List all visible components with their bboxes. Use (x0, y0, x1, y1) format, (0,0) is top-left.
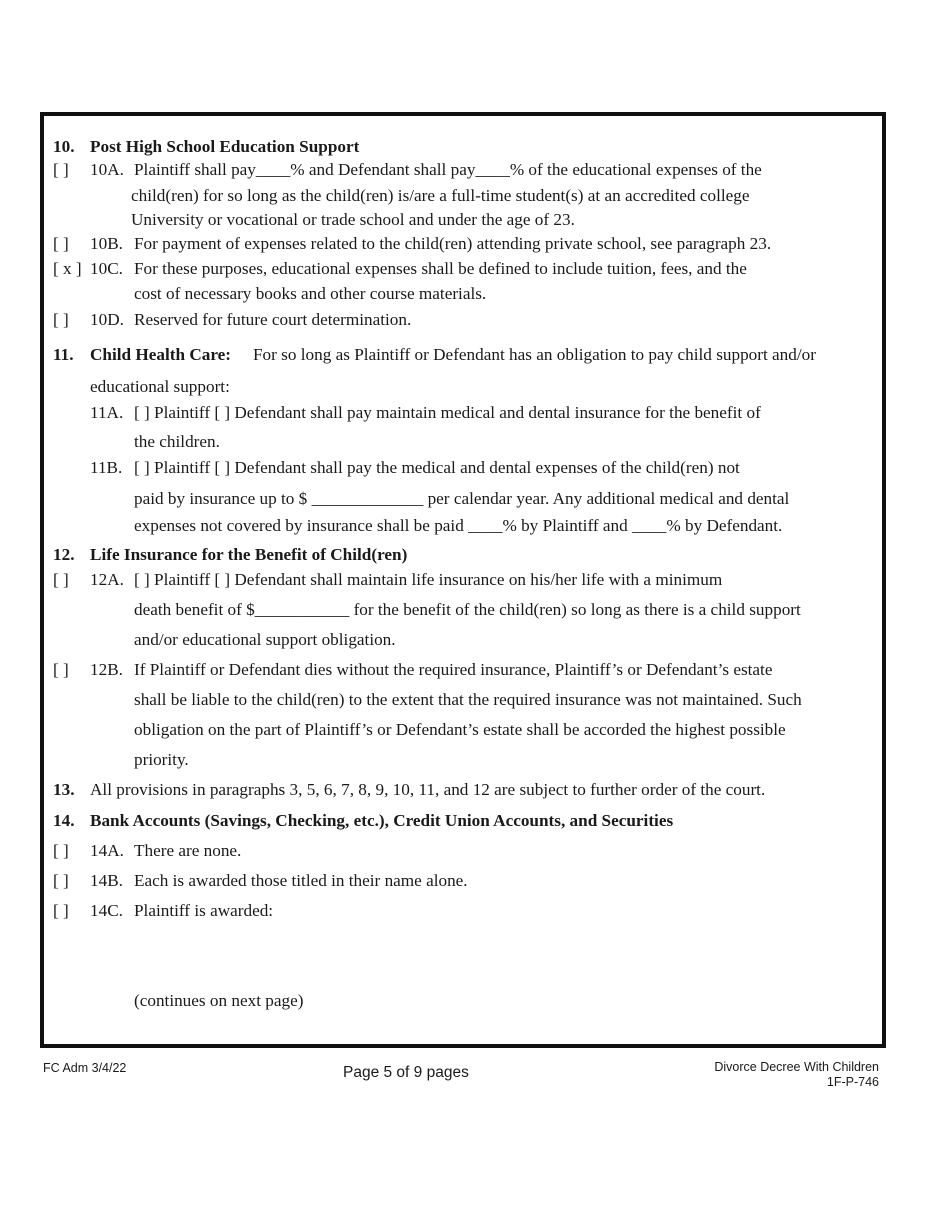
footer-form-id: FC Adm 3/4/22 (43, 1061, 127, 1075)
item-10a-text: child(ren) for so long as the child(ren) is/are a full-time student(s) at an accredited college (131, 186, 750, 205)
item-11b-text: expenses not covered by insurance shall be paid ____% by Plaintiff and ____% by Defendant. (134, 516, 783, 535)
item-10a-text: Plaintiff shall pay____% and Defendant shall pay____% of the educational expenses of the (134, 160, 762, 179)
checkbox-10c[interactable]: [ x ] (53, 259, 82, 278)
checkbox-10a[interactable]: [ ] (53, 160, 69, 179)
section-12-title: Life Insurance for the Benefit of Child(ren) (90, 545, 408, 564)
item-10b-text: For payment of expenses related to the child(ren) attending private school, see paragraph 23. (134, 234, 772, 253)
checkbox-12b[interactable]: [ ] (53, 660, 69, 679)
item-11b-label: 11B. (90, 458, 123, 477)
section-11-number: 11. (53, 345, 74, 364)
section-11-title: Child Health Care: (90, 345, 231, 364)
item-14c-label: 14C. (90, 901, 123, 920)
checkbox-14a[interactable]: [ ] (53, 841, 69, 860)
item-12b-text: obligation on the part of Plaintiff’s or Defendant’s estate shall be accorded the highest possible (134, 720, 786, 739)
item-11b-text: paid by insurance up to $ _____________ per calendar year. Any additional medical and dental (134, 489, 790, 508)
checkbox-12a[interactable]: [ ] (53, 570, 69, 589)
item-12b-text: If Plaintiff or Defendant dies without the required insurance, Plaintiff’s or Defendant’s estate (134, 660, 773, 679)
footer-page-number: Page 5 of 9 pages (343, 1064, 469, 1081)
section-14-number: 14. (53, 811, 75, 830)
item-11a-text: [ ] Plaintiff [ ] Defendant shall pay maintain medical and dental insurance for the benefit of (134, 403, 761, 422)
item-10c-label: 10C. (90, 259, 123, 278)
footer-doc-code: 1F-P-746 (826, 1075, 879, 1089)
section-11-text: educational support: (90, 377, 230, 396)
item-11a-text: the children. (134, 432, 220, 451)
section-14-title: Bank Accounts (Savings, Checking, etc.), Credit Union Accounts, and Securities (90, 811, 674, 830)
item-11b-text: [ ] Plaintiff [ ] Defendant shall pay the medical and dental expenses of the child(ren) not (134, 458, 740, 477)
section-13-text: All provisions in paragraphs 3, 5, 6, 7, 8, 9, 10, 11, and 12 are subject to further order of the court. (90, 780, 766, 799)
section-11-text: For so long as Plaintiff or Defendant has an obligation to pay child support and/or (253, 345, 816, 364)
item-14c-text: Plaintiff is awarded: (134, 901, 274, 920)
item-14a-text: There are none. (134, 841, 242, 860)
item-10c-text: cost of necessary books and other course materials. (134, 284, 487, 303)
item-10d-text: Reserved for future court determination. (134, 310, 412, 329)
item-10d-label: 10D. (90, 310, 124, 329)
item-11a-label: 11A. (90, 403, 124, 422)
item-12a-label: 12A. (90, 570, 124, 589)
section-13-number: 13. (53, 780, 75, 799)
item-12a-text: death benefit of $___________ for the benefit of the child(ren) so long as there is a child support (134, 600, 801, 619)
checkbox-10b[interactable]: [ ] (53, 234, 69, 253)
continues-note: (continues on next page) (134, 991, 304, 1010)
checkbox-10d[interactable]: [ ] (53, 310, 69, 329)
footer-doc-title: Divorce Decree With Children (714, 1060, 879, 1074)
section-12-number: 12. (53, 545, 75, 564)
item-10b-label: 10B. (90, 234, 123, 253)
item-12b-text: shall be liable to the child(ren) to the extent that the required insurance was not maintained. Such (134, 690, 802, 709)
item-12b-text: priority. (134, 750, 189, 769)
checkbox-14c[interactable]: [ ] (53, 901, 69, 920)
item-10c-text: For these purposes, educational expenses shall be defined to include tuition, fees, and the (134, 259, 747, 278)
item-10a-text: University or vocational or trade school and under the age of 23. (131, 210, 575, 229)
item-14b-label: 14B. (90, 871, 123, 890)
item-12a-text: and/or educational support obligation. (134, 630, 396, 649)
item-12b-label: 12B. (90, 660, 123, 679)
item-14b-text: Each is awarded those titled in their name alone. (134, 871, 468, 890)
item-10a-label: 10A. (90, 160, 124, 179)
item-14a-label: 14A. (90, 841, 124, 860)
item-12a-text: [ ] Plaintiff [ ] Defendant shall maintain life insurance on his/her life with a minimum (134, 570, 723, 589)
checkbox-14b[interactable]: [ ] (53, 871, 69, 890)
section-10-title: Post High School Education Support (90, 137, 360, 156)
section-10-number: 10. (53, 137, 75, 156)
